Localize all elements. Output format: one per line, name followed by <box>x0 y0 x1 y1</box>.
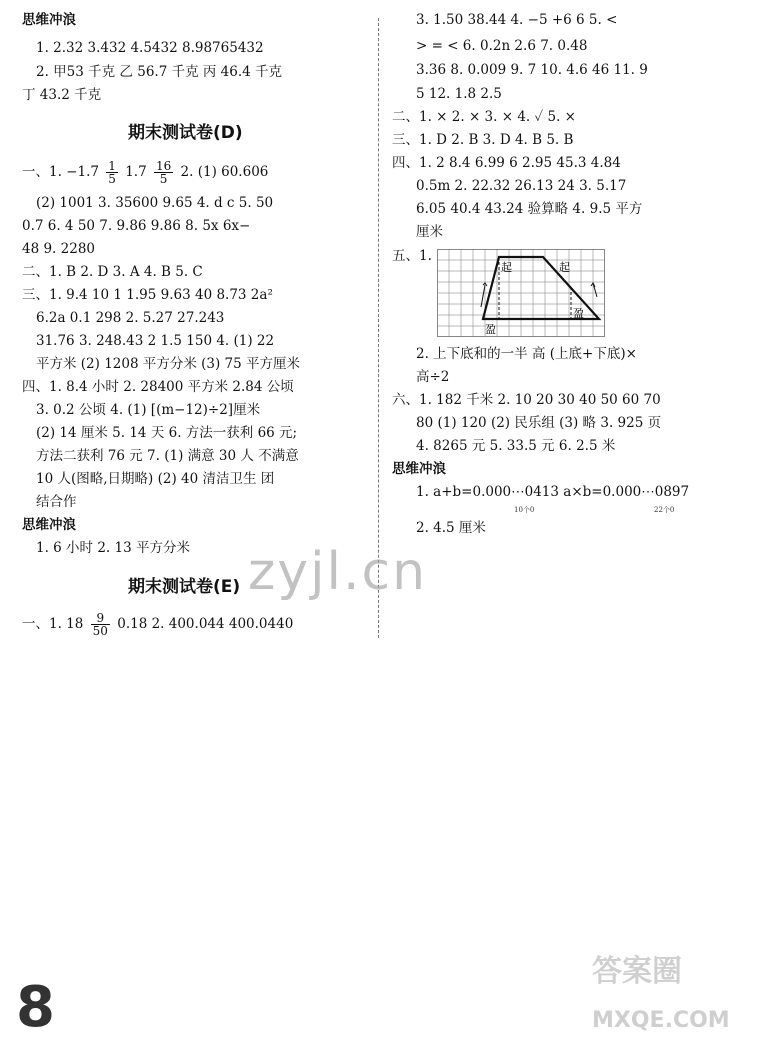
answer-line: 三、1. 9.4 10 1 1.95 9.63 40 8.73 2a² <box>22 287 273 303</box>
answer-line: 六、1. 182 千米 2. 10 20 30 40 50 60 70 <box>392 392 661 408</box>
answer-line: 0.5m 2. 22.32 26.13 24 3. 5.17 <box>416 178 627 194</box>
answer-line: 二、1. × 2. × 3. × 4. ✓ 5. × <box>392 109 576 125</box>
grid-label: 起 <box>501 261 512 274</box>
watermark: zyjl.cn <box>248 542 428 602</box>
brace-note: 22个0 <box>654 506 675 514</box>
answer-line: 2. 4.5 厘米 <box>416 520 486 536</box>
fraction: $\frac{16}{5}$ <box>155 159 172 186</box>
answer-line: 1. a+b=0.000⋯0413 a×b=0.000⋯0897 <box>416 484 690 500</box>
section-heading-thinking: 思维冲浪 <box>22 517 76 533</box>
answer-line: 结合作 <box>36 494 77 510</box>
answer-text: 一、1. −1.7 <box>22 164 99 180</box>
answer-line: > = < 6. 0.2n 2.6 7. 0.48 <box>416 38 588 54</box>
answer-line: 1. 2.32 3.432 4.5432 8.98765432 <box>36 40 264 56</box>
arrow-left <box>481 285 485 307</box>
site-logo: 答案圈 <box>592 954 682 989</box>
answer-line: 4. 8265 元 5. 33.5 元 6. 2.5 米 <box>416 438 616 454</box>
fraction: $\frac{9}{50}$ <box>92 611 108 638</box>
site-logo-url: MXQE.COM <box>592 1008 730 1033</box>
answer-line: 6.05 40.4 43.24 验算略 4. 9.5 平方 <box>416 201 643 217</box>
answer-line: 丁 43.2 千克 <box>22 87 102 103</box>
answer-line: 2. 上下底和的一半 高 (上底+下底)× <box>416 346 637 362</box>
answer-line: 3. 1.50 38.44 4. −5 +6 6 5. < <box>416 12 618 28</box>
answer-line: 厘米 <box>416 224 443 240</box>
answer-line: 四、1. 8.4 小时 2. 28400 平方米 2.84 公顷 <box>22 379 294 395</box>
answer-line: 四、1. 2 8.4 6.99 6 2.95 45.3 4.84 <box>392 155 621 171</box>
answer-line-with-fraction <box>22 612 293 637</box>
answer-line: (2) 1001 3. 35600 9.65 4. d c 5. 50 <box>36 195 274 211</box>
answer-line: 3. 0.2 公顷 4. (1) [(m−12)÷2]厘米 <box>36 402 261 418</box>
fraction: $\frac{1}{5}$ <box>108 159 116 186</box>
brace-note: 10个0 <box>514 506 535 514</box>
answer-line: 平方米 (2) 1208 平方分米 (3) 75 平方厘米 <box>36 356 301 372</box>
section-heading-thinking: 思维冲浪 <box>22 12 76 28</box>
answer-text: 0.18 2. 400.044 400.0440 <box>117 616 294 632</box>
answer-text: 2. (1) 60.606 <box>180 164 269 180</box>
answer-line: 1. 6 小时 2. 13 平方分米 <box>36 540 190 556</box>
answer-line: 5 12. 1.8 2.5 <box>416 86 502 102</box>
answer-line: 10 人(图略,日期略) (2) 40 清洁卫生 团 <box>36 471 275 487</box>
page-number: 8 <box>16 975 55 1040</box>
exam-title-d: 期末测试卷(D) <box>128 123 243 143</box>
answer-line: 3.36 8. 0.009 9. 7 10. 4.6 46 11. 9 <box>416 62 648 78</box>
answer-line: 高÷2 <box>416 369 450 385</box>
section-heading-thinking: 思维冲浪 <box>392 461 446 477</box>
answer-line: 48 9. 2280 <box>22 241 95 257</box>
answer-text: 1.7 <box>125 164 147 180</box>
answer-text: 一、1. 18 <box>22 616 84 632</box>
grid-label: 盈 <box>573 307 584 320</box>
answer-line: 二、1. B 2. D 3. A 4. B 5. C <box>22 264 203 280</box>
exam-title-e: 期末测试卷(E) <box>128 577 241 597</box>
grid-cells <box>437 249 605 337</box>
answer-line: (2) 14 厘米 5. 14 天 6. 方法一获利 66 元; <box>36 425 298 441</box>
answer-line: 31.76 3. 248.43 2 1.5 150 4. (1) 22 <box>36 333 275 349</box>
answer-line: 0.7 6. 4 50 7. 9.86 9.86 8. 5x 6x− <box>22 218 251 234</box>
answer-line: 80 (1) 120 (2) 民乐组 (3) 略 3. 925 页 <box>416 415 662 431</box>
answer-line: 五、1. <box>392 248 432 264</box>
answer-line: 2. 甲53 千克 乙 56.7 千克 丙 46.4 千克 <box>36 64 283 80</box>
answer-line: 方法二获利 76 元 7. (1) 满意 30 人 不满意 <box>36 448 299 464</box>
answer-line-with-fractions <box>22 160 268 185</box>
answer-line: 三、1. D 2. B 3. D 4. B 5. B <box>392 132 574 148</box>
trapezoid-grid-diagram <box>437 249 605 337</box>
grid-label: 盈 <box>485 323 496 336</box>
grid-label: 起 <box>559 261 570 274</box>
answer-line: 6.2a 0.1 298 2. 5.27 27.243 <box>36 310 225 326</box>
